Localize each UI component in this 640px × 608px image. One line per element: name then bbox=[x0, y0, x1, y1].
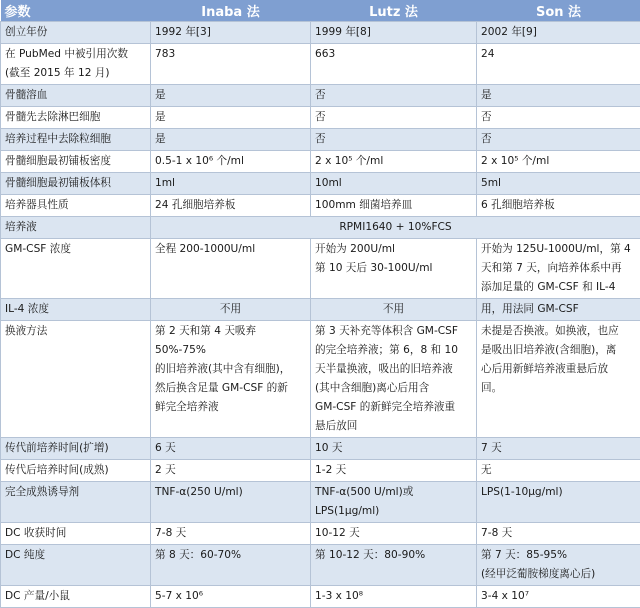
table-row bbox=[1, 460, 640, 482]
table-cell: 是 bbox=[151, 107, 311, 129]
table-cell: 24 孔细胞培养板 bbox=[151, 195, 311, 217]
table-cell: 第 3 天补充等体积含 GM-CSF 的完全培养液；第 6，8 和 10 天半量换液，吸出的旧培养液 (其中含细胞)离心后用含 GM-CSF 的新鲜完全培养液重 悬后放回 bbox=[311, 321, 477, 438]
table-cell: 全程 200-1000U/ml bbox=[151, 239, 311, 299]
row-label: 完全成熟诱导剂 bbox=[1, 482, 151, 523]
header-son: Son 法 bbox=[477, 0, 640, 22]
header-row bbox=[1, 0, 640, 22]
table-cell: 是 bbox=[151, 85, 311, 107]
row-label: DC 产量/小鼠 bbox=[1, 586, 151, 608]
table-cell: TNF-α(250 U/ml) bbox=[151, 482, 311, 523]
row-label: 骨髓细胞最初铺板密度 bbox=[1, 151, 151, 173]
table-cell: 无 bbox=[477, 460, 640, 482]
table-cell: 开始为 200U/ml 第 10 天后 30-100U/ml bbox=[311, 239, 477, 299]
table-cell: 是 bbox=[477, 85, 640, 107]
table-cell: 否 bbox=[311, 129, 477, 151]
table-row bbox=[1, 151, 640, 173]
row-label: IL-4 浓度 bbox=[1, 299, 151, 321]
table-row bbox=[1, 107, 640, 129]
table-cell: 未提是否换液。如换液，也应 是吸出旧培养液(含细胞)，离 心后用新鲜培养液重悬后放 回。 bbox=[477, 321, 640, 438]
row-label: 传代后培养时间(成熟) bbox=[1, 460, 151, 482]
row-label: 培养器具性质 bbox=[1, 195, 151, 217]
header-lutz: Lutz 法 bbox=[311, 0, 477, 22]
header-parameter: 参数 bbox=[1, 0, 151, 22]
table-cell: 否 bbox=[477, 107, 640, 129]
table-cell: 不用 bbox=[311, 299, 477, 321]
row-label: 骨髓细胞最初铺板体积 bbox=[1, 173, 151, 195]
table-cell: 第 8 天：60-70% bbox=[151, 545, 311, 586]
table-row bbox=[1, 545, 640, 586]
table-row bbox=[1, 482, 640, 523]
table-row bbox=[1, 85, 640, 107]
table-cell: 第 2 天和第 4 天吸弃 50%-75% 的旧培养液(其中含有细胞)， 然后换含足量 GM-CSF 的新 鲜完全培养液 bbox=[151, 321, 311, 438]
table-row bbox=[1, 299, 640, 321]
table-cell: 开始为 125U-1000U/ml，第 4 天和第 7 天，向培养体系中再 添加足量的 GM-CSF 和 IL-4 bbox=[477, 239, 640, 299]
table-cell: 3-4 x 10⁷ bbox=[477, 586, 640, 608]
row-label: 培养过程中去除粒细胞 bbox=[1, 129, 151, 151]
table-cell: 否 bbox=[311, 85, 477, 107]
header-inaba: Inaba 法 bbox=[151, 0, 311, 22]
row-label: DC 纯度 bbox=[1, 545, 151, 586]
table-row bbox=[1, 239, 640, 299]
table-row bbox=[1, 321, 640, 438]
table-cell: 7-8 天 bbox=[151, 523, 311, 545]
table-row bbox=[1, 217, 640, 239]
table-row bbox=[1, 586, 640, 608]
table-cell: 2002 年[9] bbox=[477, 22, 640, 44]
table-cell: 2 x 10⁵ 个/ml bbox=[477, 151, 640, 173]
table-row bbox=[1, 523, 640, 545]
table-cell: 5ml bbox=[477, 173, 640, 195]
row-label: 换液方法 bbox=[1, 321, 151, 438]
table-cell: 1-3 x 10⁸ bbox=[311, 586, 477, 608]
table-cell: 7-8 天 bbox=[477, 523, 640, 545]
table-row bbox=[1, 129, 640, 151]
table-cell: 6 天 bbox=[151, 438, 311, 460]
table-cell: 用，用法同 GM-CSF bbox=[477, 299, 640, 321]
table-cell: 否 bbox=[311, 107, 477, 129]
table-cell: 否 bbox=[477, 129, 640, 151]
table-cell: 1999 年[8] bbox=[311, 22, 477, 44]
table-cell: 24 bbox=[477, 44, 640, 85]
table-cell: 1ml bbox=[151, 173, 311, 195]
table-cell: LPS(1-10μg/ml) bbox=[477, 482, 640, 523]
row-label: 骨髓溶血 bbox=[1, 85, 151, 107]
table-cell: 2 x 10⁵ 个/ml bbox=[311, 151, 477, 173]
table-cell: 第 10-12 天：80-90% bbox=[311, 545, 477, 586]
table-row bbox=[1, 173, 640, 195]
table-cell: 783 bbox=[151, 44, 311, 85]
row-label: 培养液 bbox=[1, 217, 151, 239]
table-cell: 2 天 bbox=[151, 460, 311, 482]
table-cell: 1992 年[3] bbox=[151, 22, 311, 44]
table-row bbox=[1, 44, 640, 85]
table-cell: 0.5-1 x 10⁶ 个/ml bbox=[151, 151, 311, 173]
row-label: GM-CSF 浓度 bbox=[1, 239, 151, 299]
table-cell: 7 天 bbox=[477, 438, 640, 460]
row-label: 传代前培养时间(扩增) bbox=[1, 438, 151, 460]
table-row bbox=[1, 195, 640, 217]
table-cell: 6 孔细胞培养板 bbox=[477, 195, 640, 217]
table-cell: 1-2 天 bbox=[311, 460, 477, 482]
table-cell: 10 天 bbox=[311, 438, 477, 460]
table-cell: 663 bbox=[311, 44, 477, 85]
table-cell-merged: RPMI1640 + 10%FCS bbox=[151, 217, 640, 239]
table-cell: TNF-α(500 U/ml)或 LPS(1μg/ml) bbox=[311, 482, 477, 523]
row-label: 在 PubMed 中被引用次数 (截至 2015 年 12 月) bbox=[1, 44, 151, 85]
table-cell: 100mm 细菌培养皿 bbox=[311, 195, 477, 217]
table-cell: 第 7 天：85-95% (经甲泛葡胺梯度离心后) bbox=[477, 545, 640, 586]
row-label: 骨髓先去除淋巴细胞 bbox=[1, 107, 151, 129]
table-row bbox=[1, 22, 640, 44]
table-row bbox=[1, 438, 640, 460]
table-cell: 10ml bbox=[311, 173, 477, 195]
row-label: 创立年份 bbox=[1, 22, 151, 44]
row-label: DC 收获时间 bbox=[1, 523, 151, 545]
table-cell: 是 bbox=[151, 129, 311, 151]
table-cell: 不用 bbox=[151, 299, 311, 321]
table-cell: 10-12 天 bbox=[311, 523, 477, 545]
table-cell: 5-7 x 10⁶ bbox=[151, 586, 311, 608]
